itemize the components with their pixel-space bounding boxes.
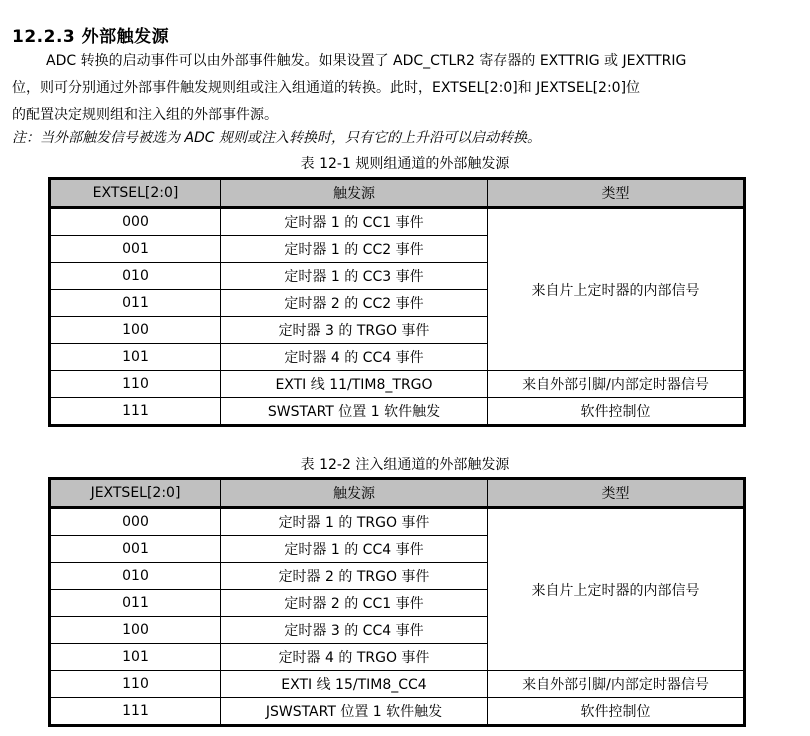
source-cell: 定时器 4 的 CC4 事件 [221,344,488,371]
code-cell: 100 [50,617,221,644]
intro-paragraph [12,48,794,129]
source-cell: 定时器 2 的 CC1 事件 [221,590,488,617]
code-cell: 001 [50,236,221,263]
source-cell: 定时器 1 的 CC4 事件 [221,536,488,563]
code-cell: 000 [50,508,221,536]
section-number: 12.2.3 [12,27,76,47]
code-cell: 010 [50,263,221,290]
type-cell: 来自外部引脚/内部定时器信号 [488,371,745,398]
source-cell: 定时器 4 的 TRGO 事件 [221,644,488,671]
table-header-row [50,479,745,508]
table-header-row [50,179,745,208]
table-row [50,508,745,536]
paragraph-line: 位，则可分别通过外部事件触发规则组或注入组通道的转换。此时，EXTSEL[2:0]和 JEXTSEL[2:0]位 [12,80,641,96]
source-cell: EXTI 线 11/TIM8_TRGO [221,371,488,398]
paragraph-line: ADC 转换的启动事件可以由外部事件触发。如果设置了 ADC_CTLR2 寄存器的 EXTTRIG 或 JEXTTRIG [46,53,687,69]
source-cell: 定时器 1 的 CC3 事件 [221,263,488,290]
source-cell: 定时器 1 的 CC1 事件 [221,208,488,236]
code-cell: 011 [50,290,221,317]
table-caption-injected: 表 12-2 注入组通道的外部触发源 [300,457,510,473]
source-cell: EXTI 线 15/TIM8_CC4 [221,671,488,698]
note-text: 注：当外部触发信号被选为 ADC 规则或注入转换时，只有它的上升沿可以启动转换。 [12,130,542,146]
code-cell: 111 [50,698,221,726]
regular-trigger-table [48,177,746,427]
source-cell: JSWSTART 位置 1 软件触发 [221,698,488,726]
table-caption-regular: 表 12-1 规则组通道的外部触发源 [300,156,510,172]
section-title: 外部触发源 [81,27,170,47]
source-cell: 定时器 2 的 CC2 事件 [221,290,488,317]
code-cell: 001 [50,536,221,563]
source-cell: 定时器 1 的 CC2 事件 [221,236,488,263]
code-cell: 010 [50,563,221,590]
header-type: 类型 [488,479,745,508]
code-cell: 111 [50,398,221,426]
code-cell: 100 [50,317,221,344]
header-source: 触发源 [221,479,488,508]
source-cell: 定时器 2 的 TRGO 事件 [221,563,488,590]
type-cell: 来自片上定时器的内部信号 [488,508,745,671]
type-cell: 软件控制位 [488,698,745,726]
header-type: 类型 [488,179,745,208]
source-cell: 定时器 3 的 CC4 事件 [221,617,488,644]
table-row [50,698,745,726]
code-cell: 011 [50,590,221,617]
code-cell: 110 [50,371,221,398]
code-cell: 101 [50,344,221,371]
code-cell: 110 [50,671,221,698]
type-cell: 软件控制位 [488,398,745,426]
source-cell: 定时器 3 的 TRGO 事件 [221,317,488,344]
code-cell: 000 [50,208,221,236]
header-extsel: EXTSEL[2:0] [50,179,221,208]
type-cell: 来自外部引脚/内部定时器信号 [488,671,745,698]
source-cell: 定时器 1 的 TRGO 事件 [221,508,488,536]
table-row [50,208,745,236]
code-cell: 101 [50,644,221,671]
injected-trigger-table [48,477,746,727]
header-jextsel: JEXTSEL[2:0] [50,479,221,508]
type-cell: 来自片上定时器的内部信号 [488,208,745,371]
source-cell: SWSTART 位置 1 软件触发 [221,398,488,426]
header-source: 触发源 [221,179,488,208]
table-row [50,398,745,426]
table-row [50,371,745,398]
table-row [50,671,745,698]
paragraph-line: 的配置决定规则组和注入组的外部事件源。 [12,107,278,123]
section-heading [12,22,169,47]
